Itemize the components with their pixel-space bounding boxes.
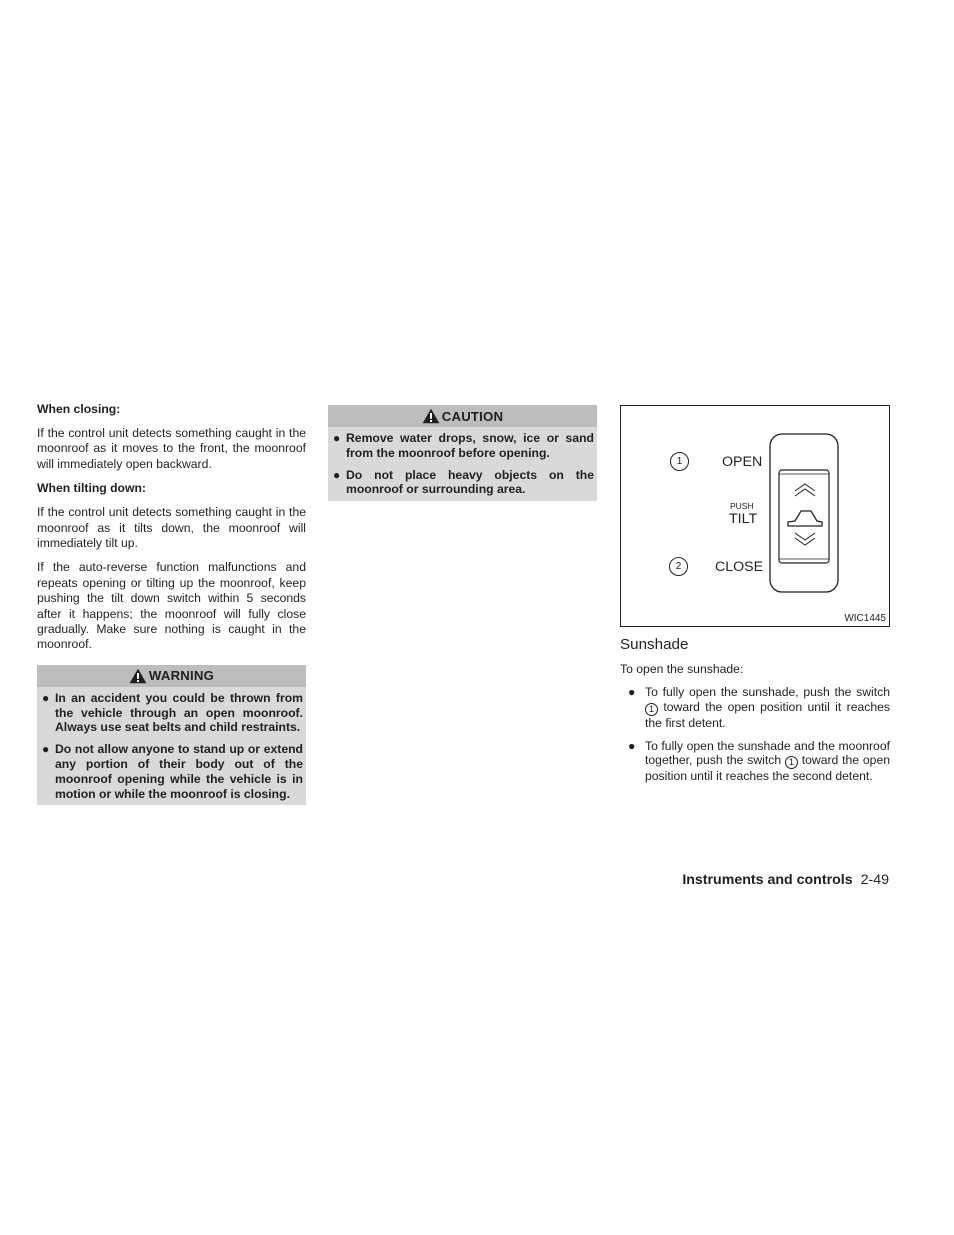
triangle-down-chevron-icon <box>795 533 815 545</box>
bullet-icon: ● <box>42 690 50 705</box>
tilt-label: TILT <box>729 511 758 527</box>
warning-header <box>37 665 306 687</box>
bullet-icon: ● <box>333 431 341 445</box>
caution-header <box>328 405 597 427</box>
when-closing-heading: When closing: <box>37 402 121 416</box>
switch-bezel <box>770 434 838 592</box>
callout-1-inline: 1 <box>645 703 658 716</box>
moonroof-switch-drawing <box>768 432 842 596</box>
warning-box <box>37 665 306 806</box>
caution-list <box>328 427 597 501</box>
malfunction-text: If the auto-reverse function malfunctions and repeats opening or tilting up the moonroof, keep pushing the tilt down switch within 5 seconds after it happens; the moonroof will fully close gradually. Make sure nothing is caught in the moonroof. <box>37 560 306 652</box>
when-tilting-heading: When tilting down: <box>37 481 146 496</box>
caution-title: CAUTION <box>441 408 504 424</box>
sunshade-title: Sunshade <box>620 636 689 653</box>
warning-title: WARNING <box>148 668 215 684</box>
open-label: OPEN <box>722 454 763 470</box>
sunshade-list <box>620 685 890 784</box>
caution-item: ● Remove water drops, snow, ice or sand from the moonroof before opening. <box>333 431 594 460</box>
figure-code: WIC1445 <box>844 613 886 624</box>
bullet-icon: ● <box>628 685 636 699</box>
warning-triangle-icon <box>422 408 440 424</box>
warning-item: ● In an accident you could be thrown from the vehicle through an open moonroof. Always use seat belts and child restraints. <box>42 690 303 735</box>
caution-box <box>328 405 597 501</box>
callout-1-inline: 1 <box>785 756 798 769</box>
push-label: PUSH <box>730 501 754 511</box>
right-column <box>620 405 890 792</box>
caution-item: ● Do not place heavy objects on the moonroof or surrounding area. <box>333 467 594 497</box>
car-roof-icon <box>788 511 822 526</box>
callout-2: 2 <box>669 557 688 576</box>
warning-list <box>37 687 306 806</box>
sunshade-item: ● To fully open the sunshade, push the switch 1 toward the open position until it reaches the first detent. <box>628 685 890 730</box>
close-label: CLOSE <box>715 559 764 575</box>
middle-column <box>328 405 597 501</box>
left-column <box>37 402 306 805</box>
switch-rocker <box>779 470 829 563</box>
sunshade-intro: To open the sunshade: <box>620 662 744 676</box>
bullet-icon: ● <box>333 467 341 482</box>
moonroof-switch-figure <box>620 405 890 627</box>
when-closing-text: If the control unit detects something caught in the moonroof as it moves to the front, the moonroof will immediately open backward. <box>37 426 306 471</box>
page-footer <box>682 872 889 888</box>
triangle-up-chevron-icon <box>795 484 815 496</box>
when-tilting-text: If the control unit detects something caught in the moonroof as it tilts down, the moonroof will immediately tilt up. <box>37 505 306 551</box>
warning-triangle-icon <box>129 668 147 684</box>
bullet-icon: ● <box>42 742 50 757</box>
callout-1: 1 <box>670 452 689 471</box>
sunshade-item: ● To fully open the sunshade and the moonroof together, push the switch 1 toward the open position until it reaches the second detent. <box>628 738 890 784</box>
bullet-icon: ● <box>628 738 636 753</box>
chapter-title: Instruments and controls <box>682 872 853 888</box>
warning-item: ● Do not allow anyone to stand up or extend any portion of their body out of the moonroof opening while the vehicle is in motion or while the moonroof is closing. <box>42 742 303 801</box>
page-number: 2-49 <box>860 872 889 888</box>
